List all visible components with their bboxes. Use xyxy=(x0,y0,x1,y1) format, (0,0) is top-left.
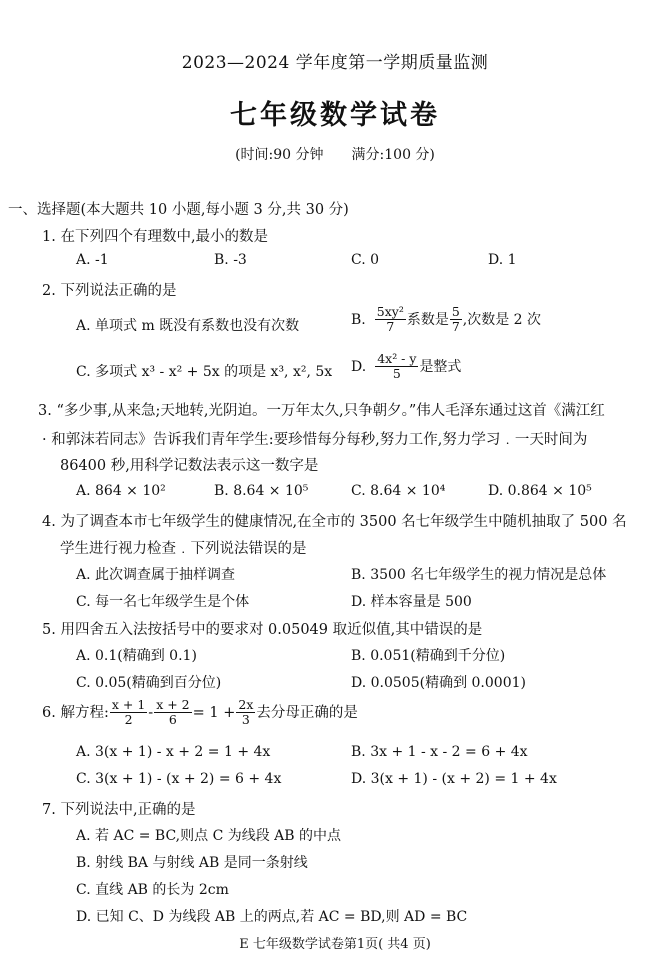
denominator: 7 xyxy=(451,319,460,335)
option-a: A. 3(x + 1) - x + 2 = 1 + 4x xyxy=(76,744,271,760)
question-stem: 1. 在下列四个有理数中,最小的数是 xyxy=(42,229,269,245)
page-title: 七年级数学试卷 xyxy=(230,100,440,131)
denominator: 5 xyxy=(392,366,401,382)
question-suffix: 去分母正确的是 xyxy=(256,704,358,721)
operator: - xyxy=(148,704,154,721)
option-d xyxy=(351,352,461,382)
fraction xyxy=(154,698,191,728)
option-d: D. 0.0505(精确到 0.0001) xyxy=(351,675,526,691)
exam-term: 2023—2024 学年度第一学期质量监测 xyxy=(181,53,489,73)
question-stem: 2. 下列说法正确的是 xyxy=(42,283,177,299)
option-b: B. 3x + 1 - x - 2 = 6 + 4x xyxy=(351,744,528,760)
option-b xyxy=(351,305,541,335)
question-stem-line: · 和郭沫若同志》告诉我们青年学生:要珍惜每分每秒,努力工作,努力学习﹒一天时间为 xyxy=(42,432,588,448)
option-c: C. 0.05(精确到百分位) xyxy=(76,675,222,691)
option-label: D. xyxy=(351,358,367,375)
denominator: 2 xyxy=(124,712,133,728)
numerator: x + 2 xyxy=(156,697,190,712)
option-b: B. -3 xyxy=(214,252,247,268)
option-d: D. 1 xyxy=(488,252,517,268)
question-stem-line: 4. 为了调查本市七年级学生的健康情况,在全市的 3500 名七年级学生中随机抽取了 500 名 xyxy=(42,514,627,530)
option-d: D. 3(x + 1) - (x + 2) = 1 + 4x xyxy=(351,771,557,787)
option-b: B. 3500 名七年级学生的视力情况是总体 xyxy=(351,567,607,583)
denominator: 7 xyxy=(386,319,395,335)
option-text: ,次数是 2 次 xyxy=(462,311,542,328)
option-text: 是整式 xyxy=(419,358,462,375)
question-stem: 5. 用四舍五入法按括号中的要求对 0.05049 取近似值,其中错误的是 xyxy=(42,622,483,638)
question-stem: 7. 下列说法中,正确的是 xyxy=(42,802,196,818)
question-stem-line: 3. “多少事,从来急;天地转,光阴迫。一万年太久,只争朝夕。”伟人毛泽东通过这首《满江红 xyxy=(38,403,605,419)
option-b: B. 射线 BA 与射线 AB 是同一条射线 xyxy=(76,855,308,871)
fraction xyxy=(110,698,147,728)
numerator: 2x xyxy=(238,697,254,712)
question-stem xyxy=(42,698,358,728)
option-text: 系数是 xyxy=(406,311,449,328)
option-b: B. 8.64 × 10⁵ xyxy=(214,483,309,499)
option-a: A. 864 × 10² xyxy=(76,483,166,499)
numerator: 4x² - y xyxy=(377,351,417,366)
option-c: C. 多项式 x³ - x² + 5x 的项是 x³, x², 5x xyxy=(76,364,333,380)
option-a: A. 单项式 m 既没有系数也没有次数 xyxy=(76,318,300,334)
page-footer: E 七年级数学试卷第1页( 共4 页) xyxy=(239,937,431,952)
option-c: C. 每一名七年级学生是个体 xyxy=(76,594,250,610)
numerator: 5xy² xyxy=(376,304,404,319)
fraction xyxy=(375,352,418,382)
option-a: A. 0.1(精确到 0.1) xyxy=(76,648,197,664)
option-d: D. 已知 C、D 为线段 AB 上的两点,若 AC = BD,则 AD = BC xyxy=(76,909,468,925)
option-c: C. 3(x + 1) - (x + 2) = 6 + 4x xyxy=(76,771,282,787)
section-heading: 一、选择题(本大题共 10 小题,每小题 3 分,共 30 分) xyxy=(8,202,349,218)
option-d: D. 样本容量是 500 xyxy=(351,594,472,610)
question-stem-line: 86400 秒,用科学记数法表示这一数字是 xyxy=(60,458,319,474)
option-label: B. xyxy=(351,311,366,328)
option-b: B. 0.051(精确到千分位) xyxy=(351,648,506,664)
option-c: C. 8.64 × 10⁴ xyxy=(351,483,446,499)
option-a: A. 若 AC = BC,则点 C 为线段 AB 的中点 xyxy=(76,828,342,844)
option-a: A. 此次调查属于抽样调查 xyxy=(76,567,236,583)
numerator: 5 xyxy=(451,304,460,319)
exam-info: (时间:90 分钟 满分:100 分) xyxy=(235,147,435,163)
numerator: x + 1 xyxy=(111,697,146,712)
denominator: 6 xyxy=(168,712,177,728)
operator: = 1 + xyxy=(192,704,236,721)
question-stem-line: 学生进行视力检查﹒下列说法错误的是 xyxy=(60,541,307,557)
question-prefix: 6. 解方程: xyxy=(42,704,109,721)
option-c: C. 直线 AB 的长为 2cm xyxy=(76,882,229,898)
fraction xyxy=(375,305,406,335)
option-c: C. 0 xyxy=(351,252,380,268)
fraction xyxy=(450,305,462,335)
fraction xyxy=(236,698,255,728)
option-d: D. 0.864 × 10⁵ xyxy=(488,483,592,499)
option-a: A. -1 xyxy=(76,252,109,268)
denominator: 3 xyxy=(241,712,250,728)
